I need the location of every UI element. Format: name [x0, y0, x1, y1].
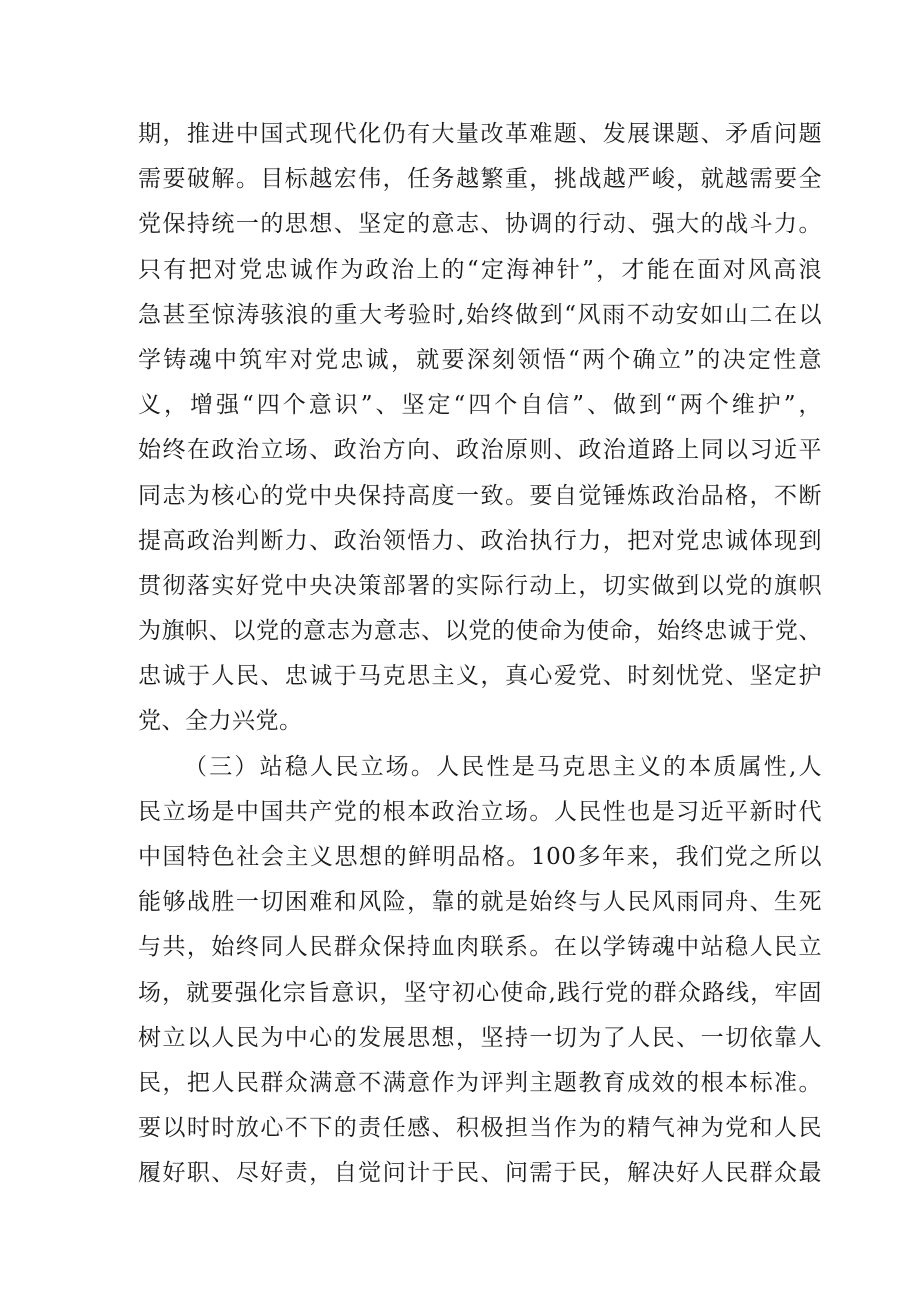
text-line: 提高政治判断力、政治领悟力、政治执行力，把对党忠诚体现到: [138, 527, 822, 554]
text-line: 贯彻落实好党中央决策部署的实际行动上，切实做到以党的旗帜: [138, 572, 822, 599]
text-line: 民立场是中国共产党的根本政治立场。人民性也是习近平新时代: [138, 798, 822, 825]
section-heading-line: （三）站稳人民立场。人民性是马克思主义的本质属性,人: [184, 753, 822, 780]
text-line: 急甚至惊涛骇浪的重大考验时,始终做到“风雨不动安如山二在以: [138, 301, 822, 328]
text-line: 树立以人民为中心的发展思想，坚持一切为了人民、一切依靠人: [138, 1024, 822, 1051]
text-line: 同志为核心的党中央保持高度一致。要自觉锤炼政治品格，不断: [138, 482, 822, 509]
text-line: 与共，始终同人民群众保持血肉联系。在以学铸魂中站稳人民立: [138, 934, 822, 961]
text-line: 期，推进中国式现代化仍有大量改革难题、发展课题、矛盾问题: [138, 121, 822, 147]
text-line: 只有把对党忠诚作为政治上的“定海神针”，才能在面对风高浪: [138, 256, 822, 283]
text-line: 中国特色社会主义思想的鲜明品格。100多年来，我们党之所以: [138, 844, 822, 870]
text-line: 能够战胜一切困难和风险，靠的就是始终与人民风雨同舟、生死: [138, 889, 822, 916]
text-line: 党保持统一的思想、坚定的意志、协调的行动、强大的战斗力。: [138, 211, 822, 238]
text-line: 要以时时放心不下的责任感、积极担当作为的精气神为党和人民: [138, 1115, 822, 1142]
text-line: 需要破解。目标越宏伟，任务越繁重，挑战越严峻，就越需要全: [138, 166, 822, 193]
text-line: 学铸魂中筑牢对党忠诚，就要深刻领悟“两个确立”的决定性意: [138, 346, 822, 373]
text-line: 党、全力兴党。: [138, 708, 303, 735]
text-line: 场，就要强化宗旨意识，坚守初心使命,践行党的群众路线，牢固: [138, 979, 822, 1006]
body-text: [138, 112, 822, 1197]
text-line: 义，增强“四个意识”、坚定“四个自信”、做到“两个维护”，: [138, 392, 822, 419]
text-line: 履好职、尽好责，自觉问计于民、问需于民，解决好人民群众最: [138, 1160, 822, 1187]
text-line: 忠诚于人民、忠诚于马克思主义，真心爱党、时刻忧党、坚定护: [138, 663, 822, 690]
text-line: 民，把人民群众满意不满意作为评判主题教育成效的根本标准。: [138, 1069, 822, 1096]
text-line: 为旗帜、以党的意志为意志、以党的使命为使命，始终忠诚于党、: [138, 618, 822, 645]
text-line: 始终在政治立场、政治方向、政治原则、政治道路上同以习近平: [138, 437, 822, 464]
